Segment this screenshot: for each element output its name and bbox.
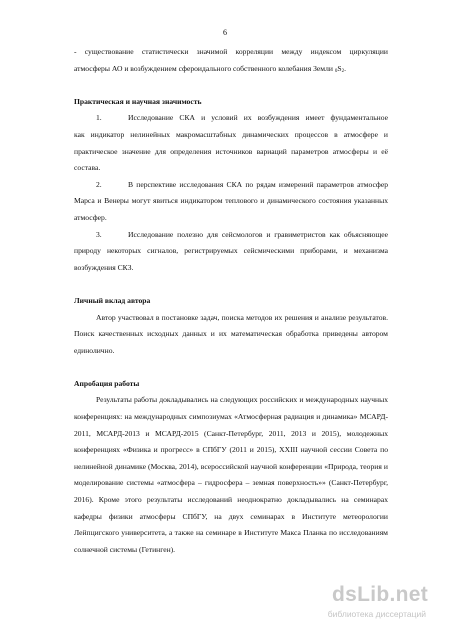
list-item-1-line-4: состава. [74,163,101,173]
list-item-1-line-3: практическое значение для определения источников вариаций параметров атмосферы и её [74,146,388,156]
spacer [74,276,388,293]
approbation-line-6: моделирование системы «атмосфера – гидросфера – земная поверхность»» (Санкт-Петербург, [74,478,388,488]
list-item-2-line-2: Марса и Венеры могут явиться индикатором теплового и динамического состояния указанных [74,196,388,206]
spacer [74,359,388,376]
approbation-line-9: Лейпцигского университета, а также на семинаре в Институте Макса Планка по исследованиям [74,528,388,538]
heading-approbation: Апробация работы [74,378,140,388]
watermark-caption: библиотека диссертаций [327,609,426,619]
intro-subscript-2: 2 [341,68,345,74]
approbation-line-3: 2011, МСАРД-2013 и МСАРД-2015 (Санкт-Петербург, 2011, 2013 и 2015), молодежных [74,428,388,438]
contribution-line-2: Поиск качественных исходных данных и их математическая обработка приведены автором [74,329,388,339]
watermark [298,583,428,623]
approbation-line-1: Результаты работы докладывались на следующих российских и международных научных [96,395,388,405]
list-item-number: 1. [96,113,102,123]
approbation-line-8: кафедры физики атмосферы СПбГУ, на двух семинарах в Институте метеорологии [74,511,388,521]
list-item-text: В перспективе исследования СКА по рядам измерений параметров атмосфер [128,179,388,189]
approbation-line-4: конференциях «Физика и прогресс» в СПбГУ (2011 и 2015), XXIII научной сессии Совета по [74,445,388,455]
list-item-text: Исследование СКА и условий их возбуждения имеет фундаментальное [128,113,388,123]
intro-line-2-text: атмосферы АО и возбуждением сфероидального собственного колебания Земли [74,63,335,73]
list-item-number: 2. [96,179,102,189]
intro-subscript-0: 0 [334,68,338,74]
list-item-text: Исследование полезно для сейсмологов и гравиметристов как объясняющее [128,229,388,239]
list-item-2-line-3: атмосфер. [74,212,107,222]
contribution-line-3: единолично. [74,345,115,355]
list-item-2-line-1 [74,177,388,194]
contribution-line-1: Автор участвовал в постановке задач, поиска методов их решения и анализе результатов. [96,312,388,322]
intro-line-2-end: . [344,63,346,73]
list-item-number: 3. [96,229,102,239]
heading-practical-significance: Практическая и научная значимость [74,96,202,106]
list-item-1-line-2: как индикатор нелинейных макромасштабных динамических процессов в атмосфере и [74,129,388,139]
intro-s-letter: S [337,63,342,73]
approbation-line-5: нелинейной динамике (Москва, 2014), всероссийской научной конференции «Природа, теория и [74,461,388,471]
list-item-3-line-3: возбуждения СКЗ. [74,262,134,272]
page-number: 6 [223,28,227,37]
page-body [74,44,388,558]
list-item-1-line-1 [74,110,388,127]
list-item-3-line-1 [74,227,388,244]
intro-line-1: - существование статистически значимой корреляции между индексом циркуляции [74,47,388,56]
approbation-line-7: 2016). Кроме этого результаты исследований неоднократно докладывались на семинарах [74,495,388,505]
watermark-logo: dsLib.net [331,583,428,606]
approbation-line-10: солнечной системы (Гетинген). [74,544,176,554]
approbation-line-2: конференциях: на международных симпозиумах «Атмосферная радиация и динамика» МСАРД- [74,412,388,422]
intro-line-2 [74,61,388,78]
spacer [74,77,388,94]
list-item-3-line-2: природу некоторых сигналов, регистрируемых сейсмическими приборами, и механизма [74,246,388,256]
heading-personal-contribution: Личный вклад автора [74,295,151,305]
